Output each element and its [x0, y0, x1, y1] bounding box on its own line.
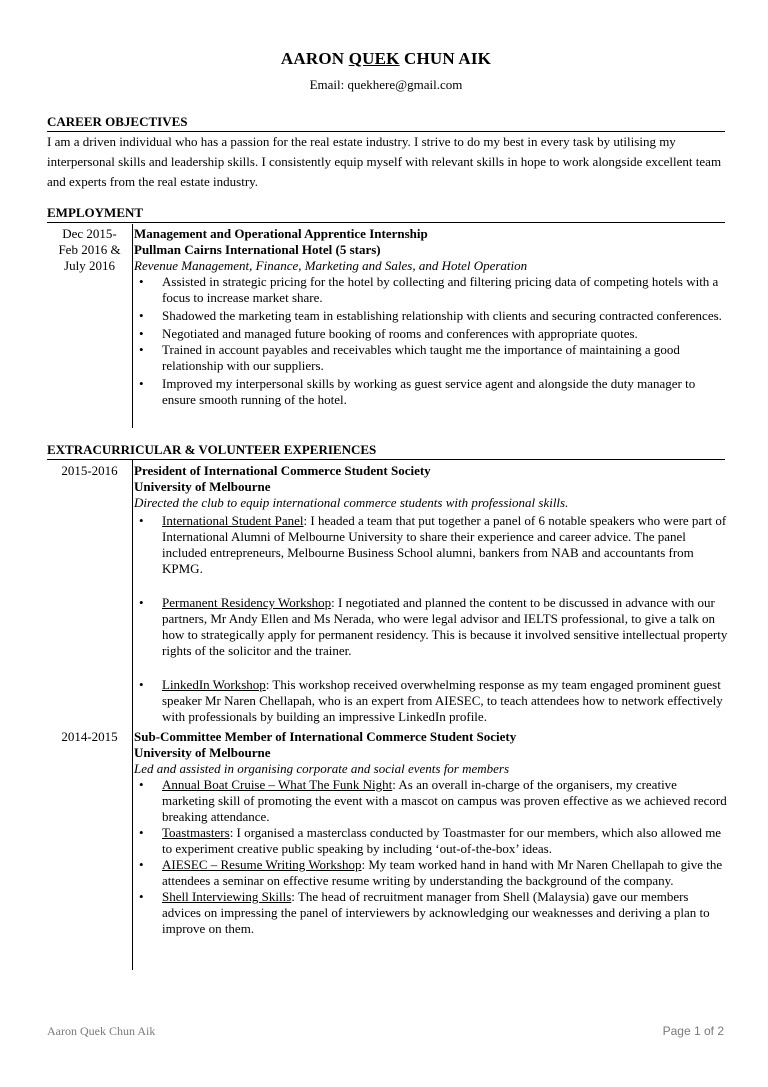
- employment-org: Pullman Cairns International Hotel (5 stars): [134, 242, 381, 257]
- extra-desc: Directed the club to equip international commerce students with professional skills.: [134, 495, 569, 510]
- employment-body: [134, 226, 728, 408]
- bullet-text: : This workshop received overwhelming response as my team engaged prominent guest speaker Mr Naren Chellapah, who is an expert from AIESEC, to teach attendees how to network effectively with professionals by building an impressive LinkedIn profile.: [162, 677, 723, 724]
- list-item: • Assisted in strategic pricing for the hotel by collecting and filtering pricing data of competing hotels with a focus to increase market share.: [134, 274, 728, 306]
- extracurricular-divider: [132, 460, 133, 970]
- employment-divider: [132, 224, 133, 428]
- footer-author: Aaron Quek Chun Aik: [47, 1024, 156, 1038]
- footer-page-number: Page 1 of 2: [662, 1024, 724, 1038]
- extra-dates: 2015-2016: [61, 463, 118, 478]
- bullet-title: Toastmasters: [162, 825, 230, 840]
- list-item: • Improved my interpersonal skills by working as guest service agent and alongside the duty manager to ensure smooth running of the hotel.: [134, 376, 728, 408]
- employment-desc: Revenue Management, Finance, Marketing and Sales, and Hotel Operation: [134, 258, 528, 273]
- extra-bullets: [134, 513, 728, 725]
- bullet-title: Annual Boat Cruise – What The Funk Night: [162, 777, 393, 792]
- employment-heading: EMPLOYMENT: [47, 204, 725, 223]
- bullet-text: : My team worked hand in hand with Mr Naren Chellapah to give the attendees a seminar on effective resume writing by understanding the background of the company.: [162, 857, 723, 888]
- extracurricular-heading: EXTRACURRICULAR & VOLUNTEER EXPERIENCES: [47, 441, 725, 460]
- extra-org: University of Melbourne: [134, 745, 271, 760]
- employment-bullets: [134, 274, 728, 408]
- bullet-title: LinkedIn Workshop: [162, 677, 266, 692]
- bullet-title: AIESEC – Resume Writing Workshop: [162, 857, 362, 872]
- email-line: Email: quekhere@gmail.com: [309, 77, 463, 92]
- bullet-text: : I negotiated and planned the content to be discussed in advance with our partners, Mr Andy Ellen and Ms Nerada, who were legal advisor and IELTS professional, to give a talk on how to strategically apply for permanent residency. This is because it involved sensitive intellectual property rights of the solicitor and the trainer.: [162, 595, 728, 658]
- list-item: • Shadowed the marketing team in establishing relationship with clients and securing contracted conferences.: [134, 308, 728, 324]
- list-item: [134, 825, 728, 857]
- list-item: [134, 889, 728, 937]
- bullet-text: : As an overall in-charge of the organisers, my creative marketing skill of promoting the event with a mascot on campus was proven effective as we achieved record breaking attendance.: [162, 777, 727, 824]
- employment-role: Management and Operational Apprentice Internship: [134, 226, 428, 241]
- extra-desc: Led and assisted in organising corporate and social events for members: [134, 761, 510, 776]
- extra-body: [134, 729, 728, 937]
- list-item: [134, 513, 728, 577]
- list-item: • Trained in account payables and receivables which taught me the importance of maintaining a good relationship with our suppliers.: [134, 342, 728, 374]
- extra-role: Sub-Committee Member of International Commerce Student Society: [134, 729, 517, 744]
- list-item: [134, 857, 728, 889]
- extra-role: President of International Commerce Student Society: [134, 463, 431, 478]
- list-item: [134, 777, 728, 825]
- date-line: Feb 2016 &: [58, 242, 121, 257]
- list-item: • Negotiated and managed future booking of rooms and conferences with appropriate quotes.: [134, 326, 728, 342]
- name-middle: QUEK: [348, 49, 400, 68]
- employment-dates: [47, 226, 132, 274]
- bullet-text: : I headed a team that put together a panel of 6 notable speakers who were part of International Alumni of Melbourne University to share their experience and career advice. The panel included entrepreneurs, Melbourne Business School alumni, bankers from NAB and accountants from KPMG.: [162, 513, 727, 576]
- bullet-text: : The head of recruitment manager from Shell (Malaysia) gave our members advices on impressing the panel of interviewers by acknowledging our weaknesses and deriving a plan to improve on them.: [162, 889, 710, 936]
- name-first: AARON: [280, 49, 345, 68]
- name-last: CHUN AIK: [404, 49, 492, 68]
- date-line: July 2016: [64, 258, 115, 273]
- career-objectives-text: I am a driven individual who has a passion for the real estate industry. I strive to do my best in every task by utilising my interpersonal skills and leadership skills. I consistently equip myself with relevant skills in hope to work alongside excellent team and experts from the real estate industry.: [47, 134, 722, 189]
- candidate-name: [47, 50, 725, 67]
- date-line: Dec 2015-: [62, 226, 117, 241]
- list-item: [134, 677, 728, 725]
- extra-bullets: [134, 777, 728, 937]
- extra-dates: 2014-2015: [61, 729, 118, 744]
- bullet-title: International Student Panel: [162, 513, 304, 528]
- extra-org: University of Melbourne: [134, 479, 271, 494]
- career-objectives-heading: CAREER OBJECTIVES: [47, 113, 725, 132]
- bullet-title: Permanent Residency Workshop: [162, 595, 332, 610]
- bullet-title: Shell Interviewing Skills: [162, 889, 292, 904]
- bullet-text: : I organised a masterclass conducted by Toastmaster for our members, which also allowed me to experiment creative public speaking by including ‘out-of-the-box’ ideas.: [162, 825, 722, 856]
- list-item: [134, 595, 728, 659]
- extra-body: [134, 463, 728, 725]
